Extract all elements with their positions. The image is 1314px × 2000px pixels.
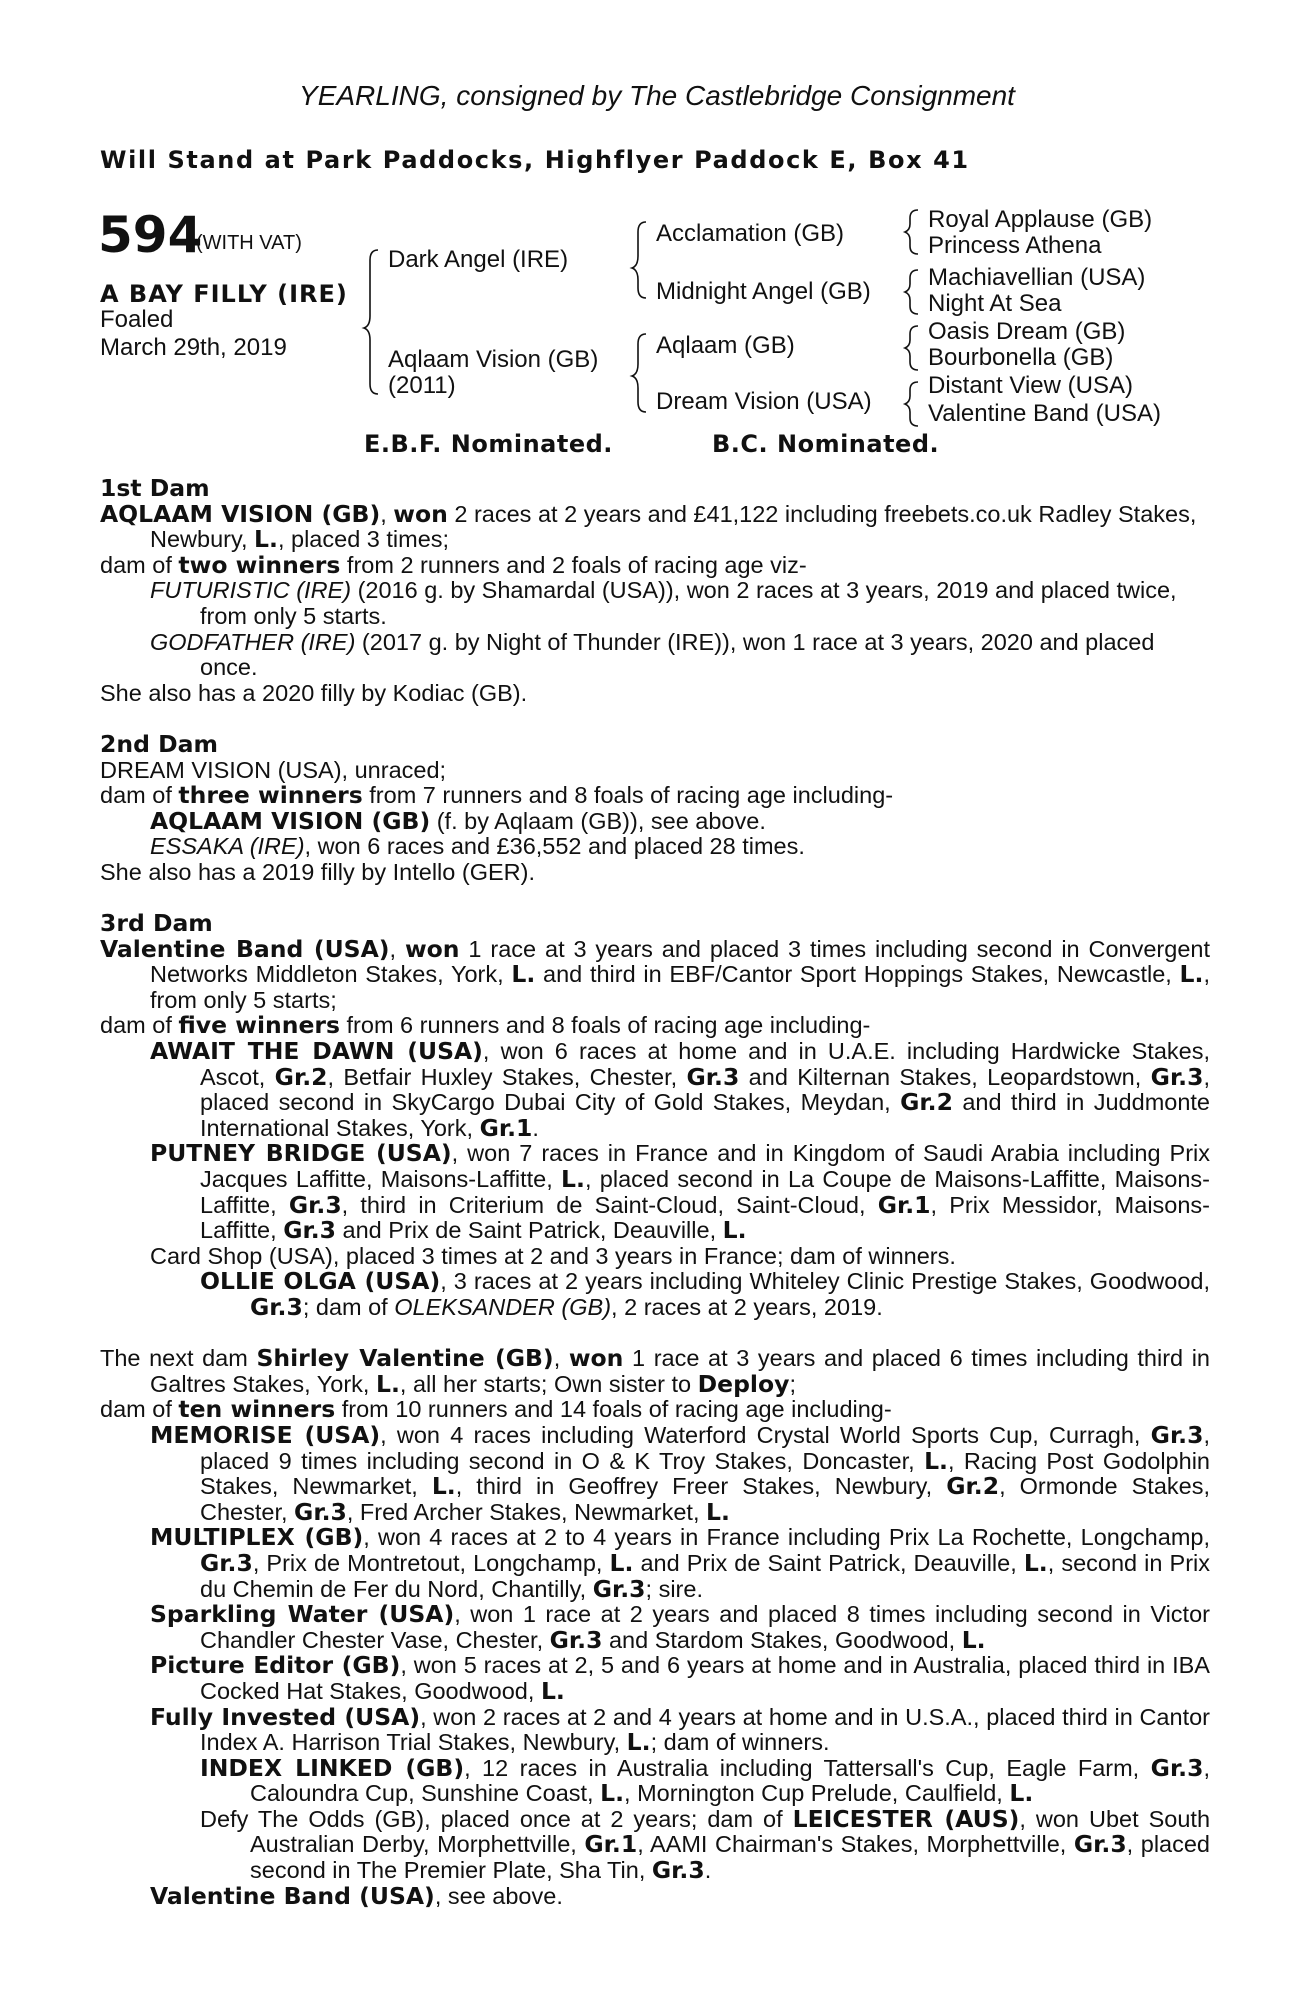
text: , placed second in SkyCargo Dubai City of Gold Stakes, Meydan, xyxy=(200,1063,1210,1116)
produce-entry xyxy=(100,630,1210,681)
text: , Betfair Huxley Stakes, Chester, xyxy=(327,1063,687,1090)
grade-label: Gr.3 xyxy=(549,1625,603,1654)
second-dam-produce-line xyxy=(100,783,1210,809)
produce-name: LEICESTER (AUS) xyxy=(792,1804,1020,1833)
pedigree-dam-sire: Aqlaam (GB) xyxy=(656,332,795,359)
text: ; xyxy=(789,1370,796,1397)
pedigree-sire: Dark Angel (IRE) xyxy=(388,246,569,273)
text: , won 5 races at 2, 5 and 6 years at home and in Australia, placed third in IBA Cocked Hat Stakes, Goodwood, xyxy=(200,1652,1210,1704)
produce-entry xyxy=(100,1653,1210,1704)
text: (f. by Aqlaam (GB)), see above. xyxy=(430,807,766,834)
first-dam-record: AQLAAM VISION (GB), won 2 races at 2 years and £41,122 including freebets.co.uk Radley Stakes, Newbury, L., placed 3 times; xyxy=(100,499,1197,554)
grade-label: Gr.3 xyxy=(1073,1830,1127,1859)
second-dam-record: DREAM VISION (USA), unraced; xyxy=(100,756,447,783)
text: 2 races at 2 years and £41,122 including freebets.co.uk Radley Stakes, Newbury, xyxy=(150,500,1197,553)
text: and Prix de Saint Patrick, Deauville, xyxy=(633,1549,1024,1576)
produce-name: Sparkling Water (USA) xyxy=(150,1600,455,1629)
text: , Prix Messidor, Maisons-Laffitte, xyxy=(200,1191,1211,1244)
listed-label: L. xyxy=(254,525,278,554)
second-dam-also: She also has a 2019 filly by Intello (GER). xyxy=(100,858,535,885)
text: and Kilternan Stakes, Leopardstown, xyxy=(739,1063,1151,1090)
text: (2016 g. by Shamardal (USA)), won 2 races at 3 years, 2019 and placed twice, from only 5 starts. xyxy=(200,577,1177,629)
produce-entry xyxy=(100,1420,1210,1526)
grade-label: Gr.3 xyxy=(1150,1753,1204,1782)
foaled-label: Foaled xyxy=(100,306,174,333)
produce-name: GODFATHER (IRE) xyxy=(150,628,356,655)
third-dam-heading: 3rd Dam xyxy=(100,909,213,938)
produce-name: Fully Invested (USA) xyxy=(150,1702,421,1731)
grade-label: Gr.3 xyxy=(592,1574,646,1603)
listed-label: L. xyxy=(540,1676,565,1705)
text: , placed second in The Premier Plate, Sha Tin, xyxy=(250,1831,1211,1884)
grade-label: Gr.1 xyxy=(584,1830,638,1859)
catalogue-body xyxy=(100,476,1210,1909)
grade-label: Gr.1 xyxy=(479,1113,533,1142)
listed-label: L. xyxy=(1179,960,1204,989)
grade-label: Gr.2 xyxy=(900,1088,953,1117)
text: from 6 runners and 8 foals of racing age including- xyxy=(339,1012,871,1039)
text: The next dam xyxy=(100,1345,257,1372)
lot-number: 594 xyxy=(98,206,203,264)
text: Defy The Odds (GB), placed once at 2 years; dam of xyxy=(200,1805,793,1832)
produce-entry xyxy=(100,1881,1210,1910)
listed-label: L. xyxy=(1023,1548,1048,1577)
pedigree-gen3-3: Machiavellian (USA) xyxy=(928,264,1146,291)
listed-label: L. xyxy=(706,1497,730,1526)
produce-entry xyxy=(100,1039,1210,1141)
text: , placed 9 times including second in O & K Troy Stakes, Doncaster, xyxy=(200,1421,1210,1474)
text: , AAMI Chairman's Stakes, Morphettville, xyxy=(637,1831,1074,1858)
text: , placed second in La Coupe de Maisons-Laffitte, Maisons-Laffitte, xyxy=(200,1166,1210,1218)
first-dam-heading: 1st Dam xyxy=(100,474,210,502)
first-dam-produce-line xyxy=(100,550,1210,579)
grade-label: Gr.3 xyxy=(1150,1062,1204,1091)
grade-label: Gr.3 xyxy=(283,1216,336,1245)
listed-label: L. xyxy=(511,960,536,989)
grade-label: Gr.1 xyxy=(877,1190,931,1219)
stand-location: Will Stand at Park Paddocks, Highflyer Paddock E, Box 41 xyxy=(100,146,970,174)
winners-count: three winners xyxy=(178,781,363,810)
text: and Prix de Saint Patrick, Deauville, xyxy=(336,1217,723,1244)
grade-label: Gr.3 xyxy=(200,1548,253,1577)
won-label: won xyxy=(404,934,460,963)
listed-label: L. xyxy=(600,1779,625,1808)
listed-label: L. xyxy=(722,1216,747,1245)
grade-label: Gr.3 xyxy=(686,1062,740,1091)
text: dam of xyxy=(100,782,179,809)
text: , Caloundra Cup, Sunshine Coast, xyxy=(250,1754,1210,1807)
grade-label: Gr.3 xyxy=(651,1856,705,1885)
grade-label: Gr.2 xyxy=(274,1062,328,1091)
text: , won 7 races in France and in Kingdom of Saudi Arabia including Prix Jacques Laffitte, Maisons-Laffitte, xyxy=(200,1140,1211,1193)
produce-name: MEMORISE (USA) xyxy=(150,1420,381,1449)
won-label: won xyxy=(568,1344,624,1373)
produce-entry xyxy=(100,1753,1210,1808)
pedigree-dam-year: (2011) xyxy=(388,372,456,399)
pedigree-sire-dam: Midnight Angel (GB) xyxy=(656,278,871,305)
listed-label: L. xyxy=(626,1728,651,1757)
pedigree-gen3-6: Bourbonella (GB) xyxy=(928,344,1114,371)
text: , placed 3 times; xyxy=(277,526,450,553)
produce-name: AWAIT THE DAWN (USA) xyxy=(150,1037,483,1066)
pedigree-gen3-8: Valentine Band (USA) xyxy=(928,400,1162,427)
pedigree-gen3-7: Distant View (USA) xyxy=(928,372,1133,399)
text: , won 6 races at home and in U.A.E. including Hardwicke Stakes, Ascot, xyxy=(200,1038,1210,1090)
produce-entry xyxy=(100,1269,1210,1320)
text: dam of xyxy=(100,1396,179,1423)
text: ; dam of xyxy=(302,1294,395,1320)
produce-name: MULTIPLEX (GB) xyxy=(150,1523,364,1552)
pedigree-sire-sire: Acclamation (GB) xyxy=(656,220,845,247)
first-dam-also: She also has a 2020 filly by Kodiac (GB). xyxy=(100,679,528,706)
text: , won 6 races and £36,552 and placed 28 times. xyxy=(304,833,805,860)
pedigree-dam-dam: Dream Vision (USA) xyxy=(656,388,872,415)
listed-label: L. xyxy=(375,1369,400,1398)
text: ; dam of winners. xyxy=(650,1729,830,1756)
text: , from only 5 starts; xyxy=(150,961,1210,1013)
text: , won 2 races at 2 and 4 years at home and in U.S.A., placed third in Cantor Index A. Harrison Trial Stakes, Newbury, xyxy=(200,1703,1210,1756)
text: dam of xyxy=(100,551,179,578)
third-dam-name: Valentine Band (USA) xyxy=(100,934,390,963)
listed-label: L. xyxy=(561,1165,585,1194)
text: , Fred Archer Stakes, Newmarket, xyxy=(346,1498,707,1525)
produce-name: PUTNEY BRIDGE (USA) xyxy=(150,1139,452,1168)
text: 1 race at 3 years and placed 6 times including third in Galtres Stakes, York, xyxy=(150,1345,1210,1397)
third-dam-produce-line xyxy=(100,1013,1210,1039)
produce-entry xyxy=(100,578,1210,629)
next-dam-record: The next dam Shirley Valentine (GB), won 1 race at 3 years and placed 6 times including third in Galtres Stakes, York, L., all her starts; Own sister to Deploy; xyxy=(100,1344,1210,1398)
text: , Ormonde Stakes, Chester, xyxy=(200,1473,1210,1525)
text: from 7 runners and 8 foals of racing age including- xyxy=(362,782,894,809)
text: , third in Criterium de Saint-Cloud, Saint-Cloud, xyxy=(341,1191,878,1218)
third-dam-record: Valentine Band (USA), won 1 race at 3 years and placed 3 times including second in Convergent Networks Middleton Stakes, York, L. and third in EBF/Cantor Sport Hoppings Stakes, Newcastle, L., from only 5 starts; xyxy=(100,934,1210,1013)
produce-entry xyxy=(100,806,1210,835)
text: (2017 g. by Night of Thunder (IRE)), won 1 race at 3 years, 2020 and placed once. xyxy=(200,628,1155,681)
vat-note: (WITH VAT) xyxy=(196,232,302,254)
produce-entry xyxy=(100,1804,1211,1885)
produce-name: INDEX LINKED (GB) xyxy=(200,1753,465,1782)
text: dam of xyxy=(100,1012,179,1039)
text: . xyxy=(532,1114,539,1141)
pedigree-dam: Aqlaam Vision (GB) xyxy=(388,346,599,373)
text: and third in EBF/Cantor Sport Hoppings Stakes, Newcastle, xyxy=(535,961,1180,988)
text: ; sire. xyxy=(645,1575,703,1602)
foaled-date: March 29th, 2019 xyxy=(100,334,287,361)
listed-label: L. xyxy=(924,1446,948,1475)
grade-label: Gr.2 xyxy=(946,1472,1000,1501)
winners-count: two winners xyxy=(178,550,341,579)
winners-count: five winners xyxy=(178,1011,340,1040)
grade-label: Gr.3 xyxy=(250,1293,303,1321)
text: , third in Geoffrey Freer Stakes, Newbury, xyxy=(455,1473,947,1500)
pedigree-gen3-5: Oasis Dream (GB) xyxy=(928,318,1126,345)
bc-nominated: B.C. Nominated. xyxy=(712,430,940,458)
produce-name: Picture Editor (GB) xyxy=(150,1651,401,1680)
produce-entry xyxy=(100,1602,1210,1653)
text: , 3 races at 2 years including Whiteley Clinic Prestige Stakes, Goodwood, xyxy=(440,1268,1210,1295)
listed-label: L. xyxy=(961,1625,986,1654)
grade-label: Gr.3 xyxy=(1150,1420,1204,1449)
listed-label: L. xyxy=(1009,1779,1034,1808)
text: , won 1 race at 2 years and placed 8 times including second in Victor Chandler Chester Vase, Chester, xyxy=(200,1601,1210,1653)
consignor-line: YEARLING, consigned by The Castlebridge Consignment xyxy=(299,80,1015,111)
text: , Mornington Cup Prelude, Caulfield, xyxy=(624,1780,1010,1807)
produce-name: Valentine Band (USA) xyxy=(150,1881,435,1910)
listed-label: L. xyxy=(431,1472,456,1501)
produce-entry xyxy=(100,1702,1210,1757)
next-dam-name: Shirley Valentine (GB) xyxy=(256,1344,554,1373)
produce-entry xyxy=(100,1525,1210,1602)
text: , 2 races at 2 years, 2019. xyxy=(611,1294,883,1320)
text: , all her starts; Own sister to xyxy=(399,1370,698,1397)
text: , 12 races in Australia including Tattersall's Cup, Eagle Farm, xyxy=(464,1754,1151,1781)
text: 1 race at 3 years and placed 3 times including second in Convergent Networks Middleton Stakes, York, xyxy=(150,935,1210,988)
winners-count: ten winners xyxy=(178,1395,336,1424)
text: from 2 runners and 2 foals of racing age viz- xyxy=(340,551,807,578)
produce-entry xyxy=(100,834,1210,860)
sister-name: Deploy xyxy=(697,1369,790,1398)
next-dam-produce-line xyxy=(100,1397,1210,1423)
produce-name: FUTURISTIC (IRE) xyxy=(150,577,352,604)
produce-name: OLEKSANDER (GB) xyxy=(394,1294,612,1320)
pedigree-gen3-4: Night At Sea xyxy=(928,290,1062,317)
text: and third in Juddmonte International Stakes, York, xyxy=(200,1089,1211,1141)
text: , see above. xyxy=(434,1882,563,1909)
text: , won 4 races including Waterford Crystal World Sports Cup, Curragh, xyxy=(380,1421,1151,1448)
text: from 10 runners and 14 foals of racing age including- xyxy=(335,1396,892,1423)
first-dam-name: AQLAAM VISION (GB) xyxy=(100,499,381,528)
won-label: won xyxy=(393,499,448,528)
text: . xyxy=(704,1857,712,1884)
text: , won Ubet South Australian Derby, Morphettville, xyxy=(250,1805,1211,1858)
produce-name: ESSAKA (IRE) xyxy=(150,833,305,860)
produce-entry xyxy=(100,1141,1210,1243)
grade-label: Gr.3 xyxy=(294,1497,347,1526)
pedigree-gen3-2: Princess Athena xyxy=(928,232,1102,259)
horse-name: A BAY FILLY (IRE) xyxy=(100,280,348,308)
text: , Racing Post Godolphin Stakes, Newmarket, xyxy=(200,1447,1210,1500)
produce-entry: Card Shop (USA), placed 3 times at 2 and 3 years in France; dam of winners. xyxy=(150,1242,956,1269)
produce-name: OLLIE OLGA (USA) xyxy=(200,1267,441,1296)
produce-name: AQLAAM VISION (GB) xyxy=(150,806,431,835)
text: and Stardom Stakes, Goodwood, xyxy=(602,1626,962,1653)
listed-label: L. xyxy=(609,1548,634,1577)
text: , Prix de Montretout, Longchamp, xyxy=(252,1549,610,1576)
text: , won 4 races at 2 to 4 years in France including Prix La Rochette, Longchamp, xyxy=(363,1524,1210,1551)
second-dam-heading: 2nd Dam xyxy=(100,729,218,758)
pedigree-gen3-1: Royal Applause (GB) xyxy=(928,206,1153,233)
ebf-nominated: E.B.F. Nominated. xyxy=(364,430,613,458)
text: , second in Prix du Chemin de Fer du Nord, Chantilly, xyxy=(200,1549,1210,1602)
grade-label: Gr.3 xyxy=(288,1190,342,1219)
